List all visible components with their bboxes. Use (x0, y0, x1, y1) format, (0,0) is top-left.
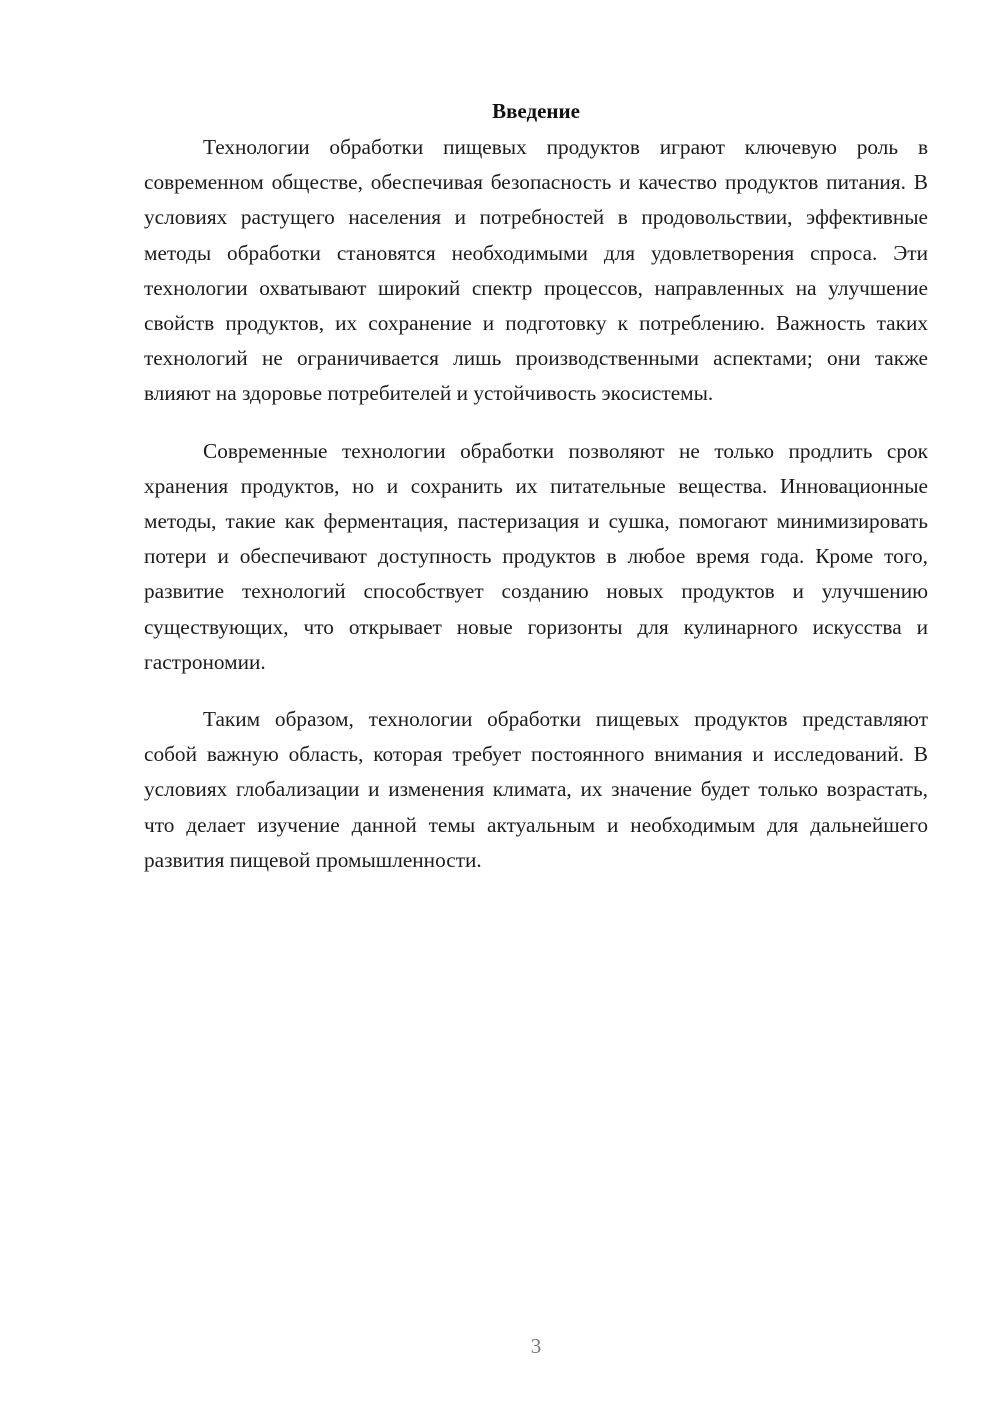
page-number: 3 (530, 1334, 542, 1358)
paragraph-conclusion: Таким образом, технологии обработки пищевых продуктов представляют собой важную область, которая требует постоянного внимания и исследований. В условиях глобализации и изменения климата, их значение будет только возрастать, что делает изучение данной темы актуальным и необходимым для дальнейшего развития пищевой промышленности. (144, 707, 928, 872)
paragraph-modern-technologies: Современные технологии обработки позволяют не только продлить срок хранения продуктов, но и сохранить их питательные вещества. Инновационные методы, такие как ферментация, пастеризация и сушка, помогают минимизировать потери и обеспечивают доступность продуктов в любое время года. Кроме того, развитие технологий способствует созданию новых продуктов и улучшению существующих, что открывает новые горизонты для кулинарного искусства и гастрономии. (144, 438, 928, 674)
page-content (144, 96, 928, 900)
paragraph-intro: Технологии обработки пищевых продуктов играют ключевую роль в современном обществе, обеспечивая безопасность и качество продуктов питания. В условиях растущего населения и потребностей в продовольствии, эффективные методы обработки становятся необходимыми для удовлетворения спроса. Эти технологии охватывают широкий спектр процессов, направленных на улучшение свойств продуктов, их сохранение и подготовку к потреблению. Важность таких технологий не ограничивается лишь производственными аспектами; они также влияют на здоровье потребителей и устойчивость экосистемы. (144, 135, 928, 406)
section-title: Введение (492, 99, 580, 123)
